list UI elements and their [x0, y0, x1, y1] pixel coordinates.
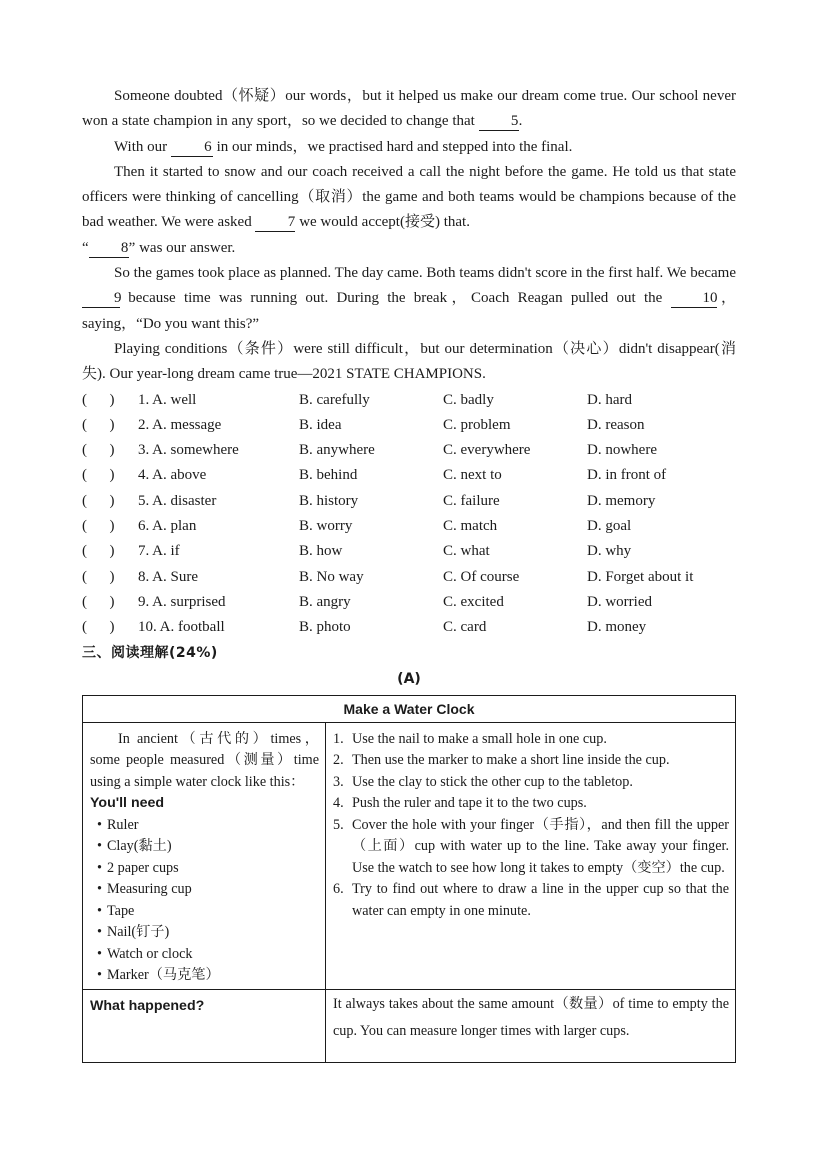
step-item	[333, 772, 729, 794]
passage-text: we would accept(接受) that.	[299, 214, 470, 231]
option-row	[82, 438, 736, 463]
option-row	[82, 489, 736, 514]
passage-paragraph-5: Playing conditions（条件）were still difficult，but our determination（决心）didn't disappear(消失). Our year-long dream came true—2021 STATE CHAMPIONS.	[82, 340, 736, 383]
option-c[interactable]: C. problem	[443, 416, 511, 433]
option-b[interactable]: B. photo	[299, 619, 351, 636]
answer-paren[interactable]: ( )	[82, 593, 115, 610]
option-d[interactable]: D. memory	[587, 492, 656, 509]
step-text: Cover the hole with your finger（手指），and then fill the upper（上面）cup with water up to the line. Take away your finger. Use the watch to see how long it takes to empty（变空）the cup.	[352, 816, 729, 876]
step-number: 5.	[333, 816, 344, 833]
step-text: Use the clay to stick the other cup to the tabletop.	[352, 773, 633, 790]
option-c[interactable]: C. next to	[443, 467, 502, 484]
option-c[interactable]: C. failure	[443, 492, 500, 509]
option-c[interactable]: C. card	[443, 619, 487, 636]
list-item: • Tape	[90, 901, 319, 923]
materials-list	[90, 815, 319, 987]
need-heading: You'll need	[90, 795, 165, 812]
passage-paragraph-3	[82, 160, 736, 261]
worksheet-page	[82, 84, 736, 1063]
step-text: Push the ruler and tape it to the two cups.	[352, 795, 587, 812]
answer-paren[interactable]: ( )	[82, 467, 115, 484]
option-c[interactable]: C. excited	[443, 593, 504, 610]
step-item	[333, 793, 729, 815]
option-d[interactable]: D. why	[587, 543, 632, 560]
blank-7[interactable]: 7	[255, 214, 295, 232]
option-row	[82, 388, 736, 413]
option-a[interactable]: 5. A. disaster	[138, 492, 217, 509]
answer-paren[interactable]: ( )	[82, 416, 115, 433]
step-item	[333, 815, 729, 880]
table-title: Make a Water Clock	[83, 695, 736, 722]
passage-paragraph-2	[82, 135, 736, 160]
passage-text: because time was running out. During the break，Coach Reagan pulled out the	[128, 290, 663, 307]
option-row	[82, 565, 736, 590]
option-b[interactable]: B. No way	[299, 568, 364, 585]
answer-paren[interactable]: ( )	[82, 492, 115, 509]
what-happened-heading: What happened?	[83, 989, 326, 1062]
answer-paren[interactable]: ( )	[82, 568, 115, 585]
step-number: 4.	[333, 795, 344, 812]
option-d[interactable]: D. hard	[587, 391, 632, 408]
answer-paren[interactable]: ( )	[82, 391, 115, 408]
option-c[interactable]: C. match	[443, 518, 498, 535]
option-a[interactable]: 7. A. if	[138, 543, 180, 560]
option-b[interactable]: B. anywhere	[299, 442, 375, 459]
option-d[interactable]: D. reason	[587, 416, 645, 433]
step-item	[333, 879, 729, 922]
answer-paren[interactable]: ( )	[82, 619, 115, 636]
answer-options	[82, 388, 736, 641]
answer-paren[interactable]: ( )	[82, 543, 115, 560]
blank-5[interactable]: 5	[479, 113, 519, 131]
answer-paren[interactable]: ( )	[82, 518, 115, 535]
option-b[interactable]: B. how	[299, 543, 343, 560]
option-a[interactable]: 9. A. surprised	[138, 593, 226, 610]
steps-cell	[326, 722, 736, 989]
option-c[interactable]: C. what	[443, 543, 490, 560]
step-text: Try to find out where to draw a line in the upper cup so that the water can empty in one minute.	[352, 881, 729, 919]
passage-paragraph-4	[82, 261, 736, 337]
passage-text: Then it started to snow and our coach received a call the night before the game. He told us that state officers were thinking of cancelling（取消）the game and both teams would be champions because of the bad weather. We were asked	[82, 163, 736, 231]
option-row	[82, 615, 736, 640]
list-item: • 2 paper cups	[90, 858, 319, 880]
blank-9[interactable]: 9	[82, 290, 120, 308]
step-item	[333, 729, 729, 751]
step-text: Use the nail to make a small hole in one cup.	[352, 730, 607, 747]
passage-text: ，saying，“Do you want this?”	[82, 290, 737, 332]
passage-text: With our	[114, 138, 168, 155]
option-c[interactable]: C. everywhere	[443, 442, 531, 459]
option-b[interactable]: B. carefully	[299, 391, 370, 408]
option-row	[82, 463, 736, 488]
what-happened-text: It always takes about the same amount（数量）of time to empty the cup. You can measure longer times with larger cups.	[326, 989, 736, 1062]
materials-cell	[83, 722, 326, 989]
option-b[interactable]: B. idea	[299, 416, 342, 433]
option-d[interactable]: D. Forget about it	[587, 568, 694, 585]
list-item: • Measuring cup	[90, 879, 319, 901]
list-item: • Ruler	[90, 815, 319, 837]
passage-text: Someone doubted（怀疑）our words，but it helped us make our dream come true. Our school never won a state champion in any sport，so we decided to change that	[82, 88, 736, 130]
passage-text: So the games took place as planned. The day came. Both teams didn't score in the first half. We became	[114, 265, 736, 282]
passage-paragraph-1	[82, 84, 736, 135]
water-clock-table	[82, 695, 736, 1063]
step-number: 3.	[333, 773, 344, 790]
list-item: • Marker（马克笔）	[90, 965, 319, 987]
list-item: • Clay(黏土)	[90, 836, 319, 858]
step-text: Then use the marker to make a short line inside the cup.	[352, 752, 670, 769]
step-number: 2.	[333, 752, 344, 769]
list-item: • Nail(钉子)	[90, 922, 319, 944]
blank-8[interactable]: 8	[89, 240, 129, 258]
intro-text: In ancient（古代的）times，some people measured（测量）time using a simple water clock like this：	[90, 730, 319, 790]
cloze-passage	[82, 84, 736, 388]
option-d[interactable]: D. money	[587, 619, 647, 636]
steps-list	[333, 729, 729, 923]
answer-paren[interactable]: ( )	[82, 442, 115, 459]
option-b[interactable]: B. angry	[299, 593, 351, 610]
passage-label: (A)	[397, 670, 421, 687]
step-item	[333, 750, 729, 772]
section-title: 三、阅读理解(24%)	[82, 644, 218, 661]
option-row	[82, 413, 736, 438]
option-b[interactable]: B. worry	[299, 518, 353, 535]
passage-text: “	[82, 239, 89, 256]
passage-text: .	[518, 113, 523, 130]
option-a[interactable]: 8. A. Sure	[138, 568, 198, 585]
option-d[interactable]: D. nowhere	[587, 442, 657, 459]
option-a[interactable]: 4. A. above	[138, 467, 207, 484]
passage-text: in our minds，we practised hard and stepped into the final.	[216, 138, 573, 155]
blank-6[interactable]: 6	[171, 139, 213, 157]
option-a[interactable]: 6. A. plan	[138, 518, 197, 535]
step-number: 6.	[333, 881, 344, 898]
option-c[interactable]: C. Of course	[443, 568, 520, 585]
option-row	[82, 539, 736, 564]
option-row	[82, 514, 736, 539]
option-d[interactable]: D. goal	[587, 518, 632, 535]
list-item: • Watch or clock	[90, 944, 319, 966]
passage-text: ” was our answer.	[128, 239, 236, 256]
option-a[interactable]: 2. A. message	[138, 416, 222, 433]
option-d[interactable]: D. in front of	[587, 467, 667, 484]
option-row	[82, 590, 736, 615]
option-b[interactable]: B. history	[299, 492, 359, 509]
option-a[interactable]: 10. A. football	[138, 619, 225, 636]
step-number: 1.	[333, 730, 344, 747]
blank-10[interactable]: 10	[671, 290, 717, 308]
option-a[interactable]: 3. A. somewhere	[138, 442, 239, 459]
option-b[interactable]: B. behind	[299, 467, 358, 484]
option-c[interactable]: C. badly	[443, 391, 494, 408]
option-a[interactable]: 1. A. well	[138, 391, 197, 408]
option-d[interactable]: D. worried	[587, 593, 652, 610]
